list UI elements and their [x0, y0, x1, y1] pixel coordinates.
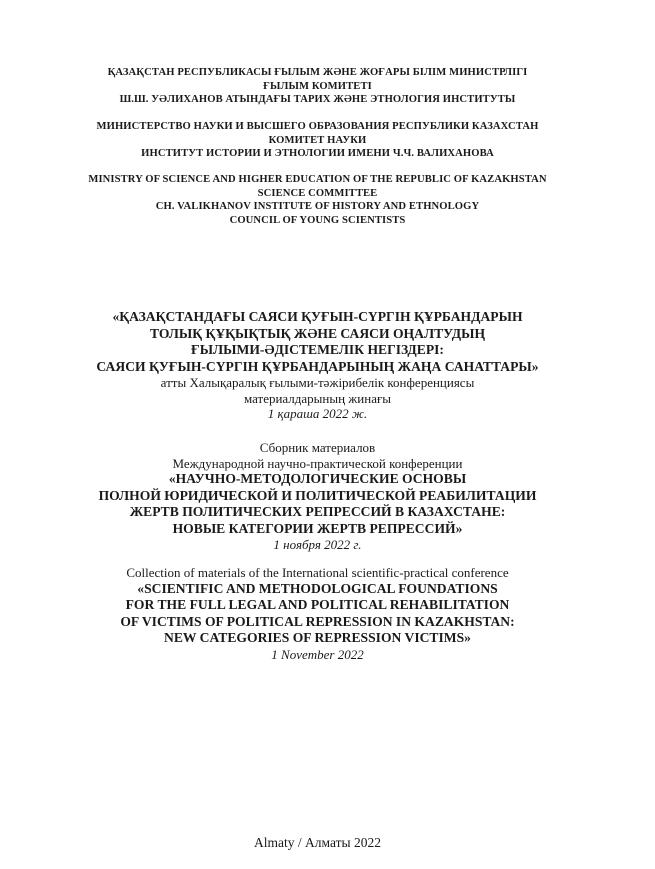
subtitle-line: атты Халықаралық ғылыми-тәжірибелік конференциясы	[160, 375, 475, 390]
institution-line: ҒЫЛЫМ КОМИТЕТІ	[263, 80, 372, 92]
title-line: НОВЫЕ КАТЕГОРИИ ЖЕРТВ РЕПРЕССИЙ»	[172, 520, 463, 536]
institution-line: CH. VALIKHANOV INSTITUTE OF HISTORY AND ETHNOLOGY	[155, 201, 480, 212]
conference-title-kz	[0, 309, 635, 422]
title-line: «НАУЧНО-МЕТОДОЛОГИЧЕСКИЕ ОСНОВЫ	[168, 471, 467, 486]
conference-date: 1 ноября 2022 г.	[273, 537, 362, 552]
title-line: ТОЛЫҚ ҚҰҚЫҚТЫҚ ЖӘНЕ САЯСИ ОҢАЛТУДЫҢ	[149, 325, 486, 341]
conference-title-en	[0, 565, 635, 662]
intro-line: Сборник материалов	[259, 440, 376, 455]
institution-line: COUNCIL OF YOUNG SCIENTISTS	[229, 214, 406, 226]
conference-date: 1 November 2022	[271, 646, 364, 662]
title-line: «SCIENTIFIC AND METHODOLOGICAL FOUNDATIONS	[137, 580, 498, 596]
intro-line: Collection of materials of the International scientific-practical conference	[126, 565, 509, 580]
institution-block-kz	[0, 66, 635, 107]
institution-line: ҚАЗАҚСТАН РЕСПУБЛИКАСЫ ҒЫЛЫМ ЖӘНЕ ЖОҒАРЫ БІЛІМ МИНИСТРЛІГІ	[107, 67, 528, 78]
title-line: FOR THE FULL LEGAL AND POLITICAL REHABILITATION	[125, 597, 510, 612]
title-line: NEW CATEGORIES OF REPRESSION VICTIMS»	[164, 630, 471, 645]
subtitle-line: материалдарының жинағы	[243, 390, 392, 406]
institution-line: Ш.Ш. УӘЛИХАНОВ АТЫНДАҒЫ ТАРИХ ЖӘНЕ ЭТНОЛОГИЯ ИНСТИТУТЫ	[119, 94, 516, 105]
title-line: ПОЛНОЙ ЮРИДИЧЕСКОЙ И ПОЛИТИЧЕСКОЙ РЕАБИЛИТАЦИИ	[98, 487, 537, 503]
institution-block-en	[0, 173, 635, 227]
conference-date: 1 қараша 2022 ж.	[267, 406, 368, 421]
title-line: ЖЕРТВ ПОЛИТИЧЕСКИХ РЕПРЕССИЙ В КАЗАХСТАНЕ:	[129, 504, 506, 519]
institution-block-ru	[0, 120, 635, 161]
conference-title-ru	[0, 440, 635, 553]
footer-place-year	[0, 835, 635, 851]
institution-line: SCIENCE COMMITTEE	[257, 187, 378, 199]
institution-line: КОМИТЕТ НАУКИ	[268, 134, 367, 146]
intro-line: Международной научно-практической конференции	[172, 455, 463, 471]
institution-line: МИНИСТЕРСТВО НАУКИ И ВЫСШЕГО ОБРАЗОВАНИЯ РЕСПУБЛИКИ КАЗАХСТАН	[96, 121, 539, 132]
title-line: ҒЫЛЫМИ-ӘДІСТЕМЕЛІК НЕГІЗДЕРІ:	[191, 342, 444, 357]
institution-line: MINISTRY OF SCIENCE AND HIGHER EDUCATION OF THE REPUBLIC OF KAZAKHSTAN	[88, 174, 547, 185]
institution-line: ИНСТИТУТ ИСТОРИИ И ЭТНОЛОГИИ ИМЕНИ Ч.Ч. ВАЛИХАНОВА	[141, 148, 494, 159]
title-line: «ҚАЗАҚСТАНДАҒЫ САЯСИ ҚУҒЫН-СҮРГІН ҚҰРБАНДАРЫН	[112, 309, 523, 324]
title-line: САЯСИ ҚУҒЫН-СҮРГІН ҚҰРБАНДАРЫНЫҢ ЖАҢА САНАТТАРЫ»	[96, 358, 539, 374]
title-line: OF VICTIMS OF POLITICAL REPRESSION IN KAZAKHSTAN:	[120, 613, 515, 629]
place-year: Almaty / Алматы 2022	[254, 835, 381, 850]
